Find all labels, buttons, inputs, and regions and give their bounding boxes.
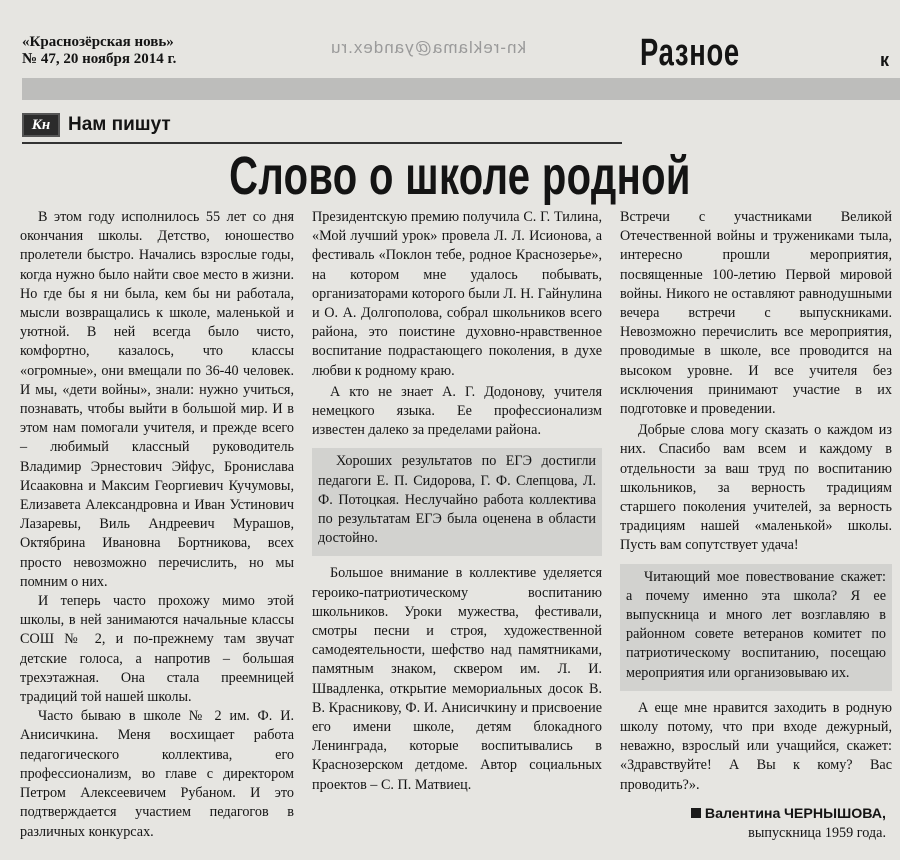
paragraph: Добрые слова могу сказать о каждом из них. Спасибо вам всем и каждому в отдельности за ваш труд по воспитанию школьников, за верность традициям старшего поколения учителей, за верность традициям нашей «маленькой» школы. Пусть вам сопутствует удача!: [620, 422, 892, 554]
kn-logo-icon: Кн: [22, 113, 60, 137]
newspaper-name: «Краснозёрская новь»: [22, 34, 174, 50]
highlight-box: [620, 564, 892, 691]
paragraph: Большое внимание в коллективе уделяется героико-патриотическому воспитанию школьников. Уроки мужества, фестивали, смотры песни и строя, художественной самодеятельности, шефство над памятниками, памятным знаком, сквером им. Л. И. Швадленка, открытие мемориальных досок В. В. Красникову, Ф. И. Анисичкину и присвоение его имени школе, детям блокадного Ленинграда, которые воспитывались в Краснозерском детдоме. Автор социальных проектов – С. П. Матвиец.: [312, 565, 602, 793]
paragraph: Часто бываю в школе № 2 им. Ф. И. Анисичкина. Меня восхищает работа педагогического коллектива, его профессионализм, во главе с директором Петром Алексеевичем Рубаном. И это подтверждается участием педагогов в различных конкурсах.: [20, 708, 294, 840]
paragraph: Президентскую премию получила С. Г. Тилина, «Мой лучший урок» провела Л. Л. Исионова, а фестиваль «Поклон тебе, родное Краснозерье», на котором мне удалось побывать, организаторами которого были Л. Н. Гайнулина и О. А. Долгополова, собрал школьников всего района, это поистине духовно-нравственное воспитание подрастающего поколения, в духе любви к родному краю.: [312, 209, 602, 379]
section-edge-letter: к: [880, 50, 890, 70]
paragraph: И теперь часто прохожу мимо этой школы, в ней занимаются начальные классы СОШ № 2, и по-прежнему там звучат детские голоса, а напротив – большая трехэтажная. Она стала преемницей традиций той нашей школы.: [20, 593, 294, 706]
paragraph: Хороших результатов по ЕГЭ достигли педагоги Е. П. Сидорова, Г. Ф. Слепцова, Л. Ф. Потоцкая. Неслучайно работа коллектива по результатам ЕГЭ была оценена в области достойно.: [318, 453, 596, 547]
highlight-box: [312, 448, 602, 556]
author-surname: ЧЕРНЫШОВА,: [783, 806, 886, 822]
author-role: выпускница 1959 года.: [748, 825, 886, 841]
paragraph: Встречи с участниками Великой Отечественной войны и тружениками тыла, интересно прошли мероприятия, посвященные 100-летию Первой мировой войны. Никого не оставляют равнодушными вечера встречи с выпускниками. Невозможно перечислить все мероприятия, проводимые в школе, все проводится на высоком уровне. И все учителя без исключения принимают участие в их подготовке и проведении.: [620, 209, 892, 418]
masthead: [22, 34, 176, 68]
bleed-through-text: kn-reklama@yandex.ru: [330, 38, 526, 57]
rubric: [22, 113, 171, 137]
column-2: [312, 208, 602, 797]
paragraph: В этом году исполнилось 55 лет со дня окончания школы. Детство, юношество пролетели быстро. Начались взрослые годы, когда нужно было найти свое место в жизни. Но где бы я ни была, кем бы ни работала, мысли возвращались к школе, маленькой и уютной. В ней всегда было чисто, комфортно, казалось, что классы «огромные», они вмещали по 36-40 человек. И мы, «дети войны», знали: нужно учиться, познавать, чтобы выйти в большой мир. И в этом нам помогали учителя, и прежде всего – любимый классный руководитель Владимир Эрнестович Эйфус, Бронислава Исааковна и Максим Георгиевич Кучумовы, Елизавета Александровна и Иван Устинович Лазаревы, Виль Андреевич Мурашов, Октябрина Ивановна Бортникова, всех просто невозможно перечислить, но мы помним о них.: [20, 209, 294, 590]
issue-date: № 47, 20 ноября 2014 г.: [22, 51, 177, 67]
section-title: Разное: [640, 32, 740, 74]
author-first-name: Валентина: [704, 806, 781, 822]
paragraph: А кто не знает А. Г. Додонову, учителя немецкого языка. Ее профессионализм известен далеко за пределами района.: [312, 383, 602, 439]
column-3: [620, 208, 892, 797]
header-band: [22, 78, 900, 100]
column-1: [20, 208, 294, 842]
author-signature: [620, 805, 886, 843]
square-bullet-icon: [691, 808, 701, 818]
rubric-label: Нам пишут: [68, 114, 171, 135]
paragraph: Читающий мое повествование скажет: а почему именно эта школа? Я ее выпускница и много лет возглавляю в районном совете ветеранов комитет по патриотическому воспитанию, посещаю мероприятия или организовываю их.: [626, 568, 886, 681]
paragraph: А еще мне нравится заходить в родную школу потому, что при входе дежурный, неважно, взрослый или учащийся, скажет: «Здравствуйте! А Вы к кому? Вас проводить?».: [620, 699, 892, 793]
rubric-divider: [22, 142, 622, 144]
article-headline: Слово о школе родной: [229, 146, 691, 206]
